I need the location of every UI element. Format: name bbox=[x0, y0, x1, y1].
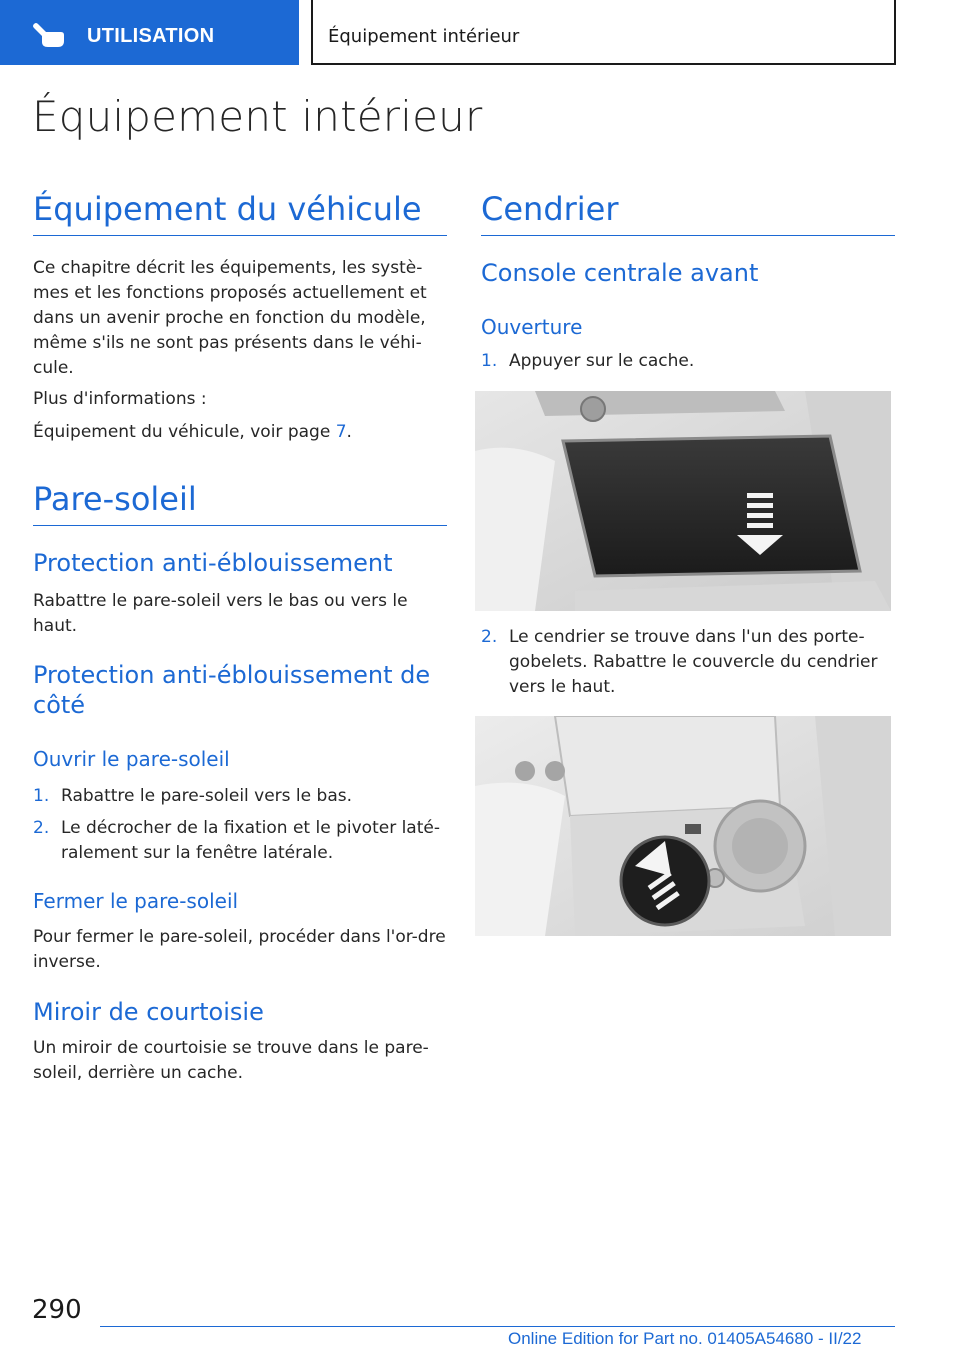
subheading: Protection anti-éblouissement de côté bbox=[33, 661, 431, 719]
section-rule bbox=[33, 525, 447, 526]
section-rule bbox=[481, 235, 895, 236]
section-heading-ashtray: Cendrier bbox=[481, 190, 619, 228]
ashtray-illustration bbox=[475, 716, 891, 936]
console-cover-illustration bbox=[475, 391, 891, 611]
paragraph: Pour fermer le pare-soleil, procéder dans l'or-dre inverse. bbox=[33, 927, 446, 972]
list-item: 1. Appuyer sur le cache. bbox=[481, 351, 695, 371]
console-cover-photo bbox=[475, 391, 891, 611]
section-tab[interactable] bbox=[0, 0, 299, 65]
section-heading-sun-visor: Pare-soleil bbox=[33, 480, 197, 518]
paragraph-with-link: Équipement du véhicule, voir page 7. bbox=[33, 422, 352, 442]
list-item: 1. Rabattre le pare-soleil vers le bas. bbox=[33, 786, 352, 806]
page-title: Équipement intérieur bbox=[32, 92, 483, 141]
page-number: 290 bbox=[32, 1295, 82, 1325]
edition-info: Online Edition for Part no. 01405A54680 - II/22 bbox=[508, 1329, 862, 1348]
ashtray-cupholder-photo bbox=[475, 716, 891, 936]
pointing-hand-icon bbox=[32, 22, 66, 48]
chapter-label: Équipement intérieur bbox=[328, 26, 520, 47]
paragraph: Ce chapitre décrit les équipements, les systè-mes et les fonctions proposés actuellement et dans un avenir proche en fonction du modèle, même s'ils ne sont pas présents dans le véhi-cule. bbox=[33, 258, 427, 378]
paragraph: Rabattre le pare-soleil vers le bas ou vers le haut. bbox=[33, 591, 408, 636]
minor-heading: Ouvrir le pare-soleil bbox=[33, 747, 230, 771]
section-rule bbox=[33, 235, 447, 236]
subheading: Protection anti-éblouissement bbox=[33, 549, 393, 577]
list-item: 2. Le décrocher de la fixation et le pivoter laté-ralement sur la fenêtre latérale. bbox=[33, 818, 440, 863]
footer-rule bbox=[100, 1326, 895, 1327]
subheading: Miroir de courtoisie bbox=[33, 998, 264, 1026]
paragraph: Plus d'informations : bbox=[33, 389, 207, 409]
section-label: UTILISATION bbox=[87, 25, 215, 47]
minor-heading: Fermer le pare-soleil bbox=[33, 889, 239, 913]
subheading: Console centrale avant bbox=[481, 259, 759, 287]
list-item: 2. Le cendrier se trouve dans l'un des porte-gobelets. Rabattre le couvercle du cendrier vers le haut. bbox=[481, 627, 878, 697]
section-heading-equipment: Équipement du véhicule bbox=[33, 190, 422, 228]
paragraph: Un miroir de courtoisie se trouve dans le pare-soleil, derrière un cache. bbox=[33, 1038, 429, 1083]
page-link[interactable]: 7 bbox=[335, 422, 347, 442]
minor-heading: Ouverture bbox=[481, 315, 583, 339]
chapter-header bbox=[311, 0, 896, 65]
